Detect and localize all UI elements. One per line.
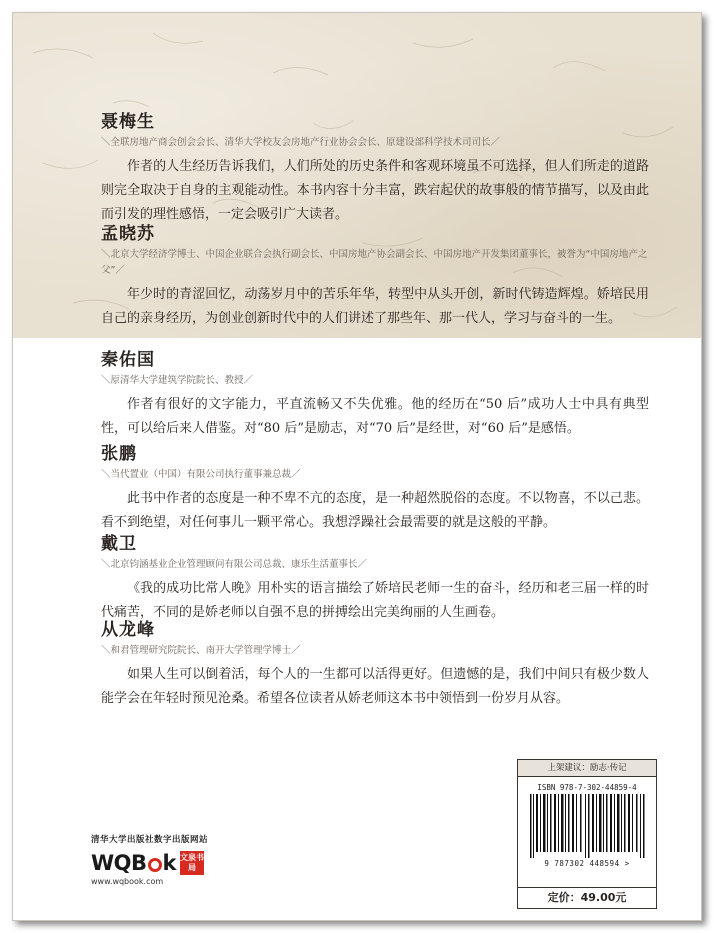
- review-item: [101, 111, 649, 227]
- reviewer-name: 从龙峰: [101, 620, 155, 640]
- review-text: 此书中作者的态度是一种不卑不亢的态度，是一种超然脱俗的态度。不以物喜，不以己悲。看不到绝望，对任何事儿一颗平常心。我想浮躁社会最需要的就是这般的平静。: [101, 491, 649, 530]
- reviewer-title: ＼原清华大学建筑学院院长、教授／: [101, 375, 254, 386]
- reviewer-name: 聂梅生: [101, 112, 155, 132]
- logo-text-end: k: [162, 851, 176, 875]
- review-item: [101, 223, 649, 331]
- barcode-icon: [528, 794, 646, 858]
- reviewer-title: ＼北京钧涵基业企业管理顾问有限公司总裁、康乐生活董事长／: [101, 559, 368, 570]
- logo-text-start: WQB: [91, 851, 147, 875]
- review-text: 作者有很好的文字能力，平直流畅又不失优雅。他的经历在“50 后”成功人士中具有典型性，可以给后来人借鉴。对“80 后”是励志，对“70 后”是经世，对“60 后”是感悟。: [101, 397, 649, 436]
- barcode-box: [517, 759, 657, 909]
- reviewer-title: ＼全联房地产商会创会会长、清华大学校友会房地产行业协会会长、原建设部科学技术司司长／: [101, 137, 501, 148]
- reviewer-title: ＼北京大学经济学博士、中国企业联合会执行副会长、中国房地产协会副会长、中国房地产开发集团董事长，被誉为“中国房地产之父”／: [101, 249, 648, 276]
- logo-wordmark: [91, 851, 176, 875]
- reviewer-title: ＼当代置业（中国）有限公司执行董事兼总裁／: [101, 469, 301, 480]
- isbn-text: ISBN 978-7-302-44859-4: [537, 783, 637, 792]
- publisher-logo: [91, 851, 241, 875]
- publisher-url: www.wqbook.com: [91, 877, 164, 886]
- review-text: 如果人生可以倒着活，每个人的一生都可以活得更好。但遗憾的是，我们中间只有极少数人能学会在年轻时预见沧桑。希望各位读者从娇老师这本书中领悟到一份岁月从容。: [101, 667, 649, 706]
- review-text: 《我的成功比常人晚》用朴实的语言描绘了娇培民老师一生的奋斗，经历和老三届一样的时代痛苦，不同的是娇老师以自强不息的拼搏绘出完美绚丽的人生画卷。: [101, 581, 649, 620]
- seal-stamp: 文泉书局: [180, 851, 204, 875]
- book-back-cover: [12, 12, 702, 921]
- reviewer-name: 戴卫: [101, 534, 137, 554]
- reviewer-title: ＼和君管理研究院院长、南开大学管理学博士／: [101, 645, 301, 656]
- review-text: 作者的人生经历告诉我们，人们所处的历史条件和客观环境虽不可选择，但人们所走的道路则完全取决于自身的主观能动性。本书内容十分丰富，跌宕起伏的故事般的情节描写，以及由此而引发的理性感悟，一定会吸引广大读者。: [101, 159, 649, 222]
- publisher-name: 清华大学出版社数字出版网站: [91, 835, 209, 845]
- review-item: [101, 619, 649, 711]
- reviewer-name: 孟晓苏: [101, 224, 155, 244]
- logo-ring-icon: [148, 858, 162, 872]
- review-item: [101, 349, 649, 441]
- review-text: 年少时的青涩回忆，动荡岁月中的苦乐年华，转型中从头开创，新时代铸造辉煌。娇培民用自己的亲身经历，为创业创新时代中的人们讲述了那些年、那一代人，学习与奋斗的一生。: [101, 287, 649, 326]
- review-item: [101, 533, 649, 625]
- reviewer-name: 张鹏: [101, 444, 137, 464]
- review-item: [101, 443, 649, 535]
- shelf-category: 上架建议：励志·传记: [518, 760, 656, 777]
- isbn-digits: 9 787302 448594 >: [544, 859, 630, 868]
- reviewer-name: 秦佑国: [101, 350, 155, 370]
- price-label: 定价：49.00元: [518, 887, 656, 908]
- publisher-block: [91, 833, 241, 886]
